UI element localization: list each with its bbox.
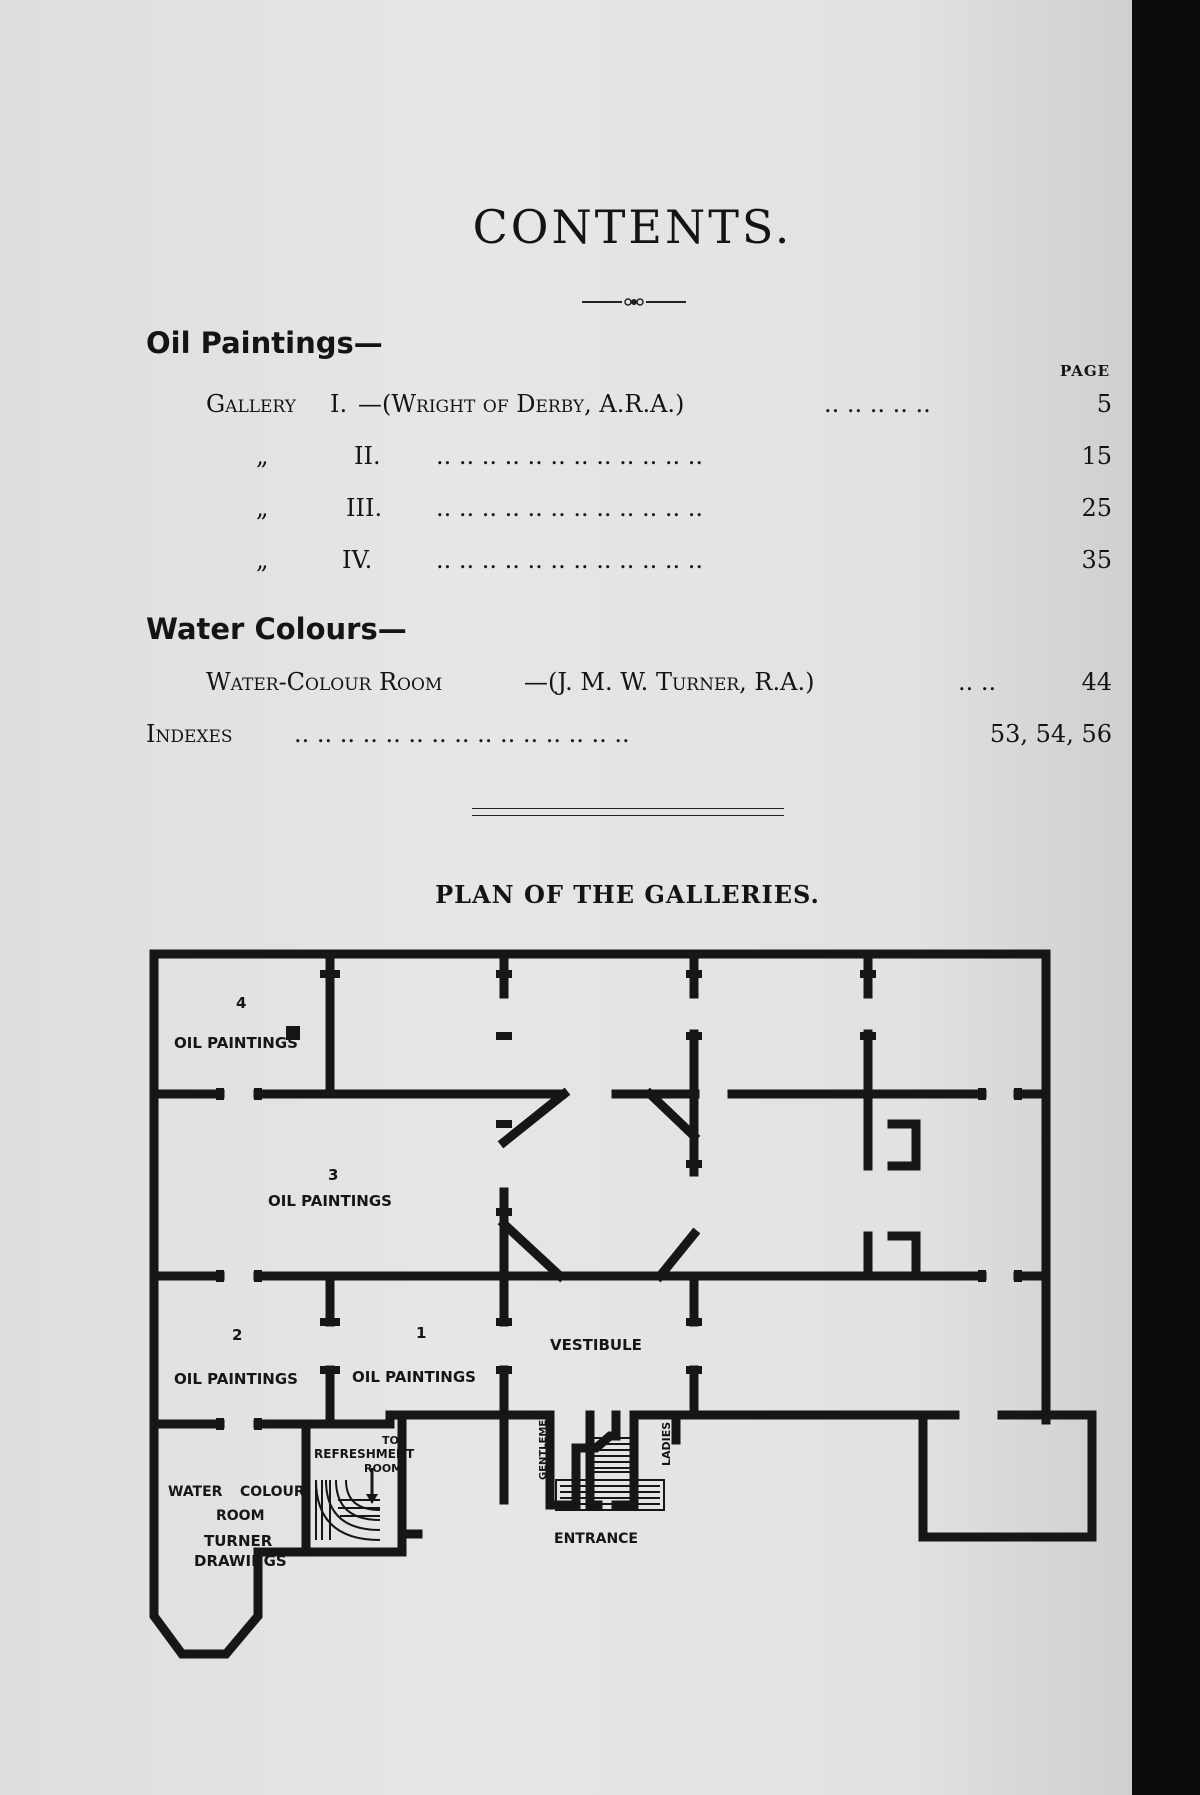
plan-label-vestibule: VESTIBULE [550,1336,642,1354]
toc-number: I. [330,390,348,418]
toc-page: 53, 54, 56 [989,720,1112,748]
toc-leader: .. .. .. .. .. .. .. .. .. .. .. .. [436,494,704,522]
plan-label-entrance: ENTRANCE [554,1531,638,1547]
toc-desc: —(J. M. W. Turner, R.A.) [524,668,815,696]
plan-label-turner-2: DRAWINGS [194,1552,287,1570]
toc-label: Indexes [146,720,233,748]
toc-number: IV. [342,546,373,574]
plan-label-turner-1: TURNER [204,1532,273,1550]
title-ornament [582,298,686,306]
toc-leader: .. .. [958,668,997,696]
toc-leader: .. .. .. .. .. .. .. .. .. .. .. .. [436,546,704,574]
toc-label: Gallery [206,390,296,418]
plan-label-gallery-4: OIL PAINTINGS [174,1034,298,1052]
plan-label-ladies: LADIES [660,1421,673,1466]
toc-leader: .. .. .. .. .. .. .. .. .. .. .. .. [436,442,704,470]
toc-label: Water-Colour Room [206,668,443,696]
toc-page: 5 [1096,390,1112,418]
plan-label-water-colour-2: COLOUR [240,1484,305,1500]
refreshment-stair [316,1468,380,1540]
ditto-mark: „ [256,494,269,522]
toc-page: 44 [1081,668,1112,696]
ditto-mark: „ [256,546,269,574]
toc-desc: —(Wright of Derby, A.R.A.) [358,390,685,418]
plan-label-gallery-1-number: 1 [416,1324,427,1342]
plan-label-refreshment-2: REFRESHMENT [314,1447,415,1461]
toc-leader: .. .. .. .. .. .. .. .. .. .. .. .. .. .. .. [294,720,630,748]
page-column-label: PAGE [1060,362,1111,380]
plan-title: PLAN OF THE GALLERIES. [435,880,820,909]
toc-page: 15 [1081,442,1112,470]
toc-row-indexes[interactable] [146,716,1112,752]
section-water-colours: Water Colours— [146,612,407,646]
toc-page: 25 [1081,494,1112,522]
toc-leader: .. .. .. .. .. [824,390,931,418]
toc-number: III. [346,494,383,522]
plan-label-gallery-3-number: 3 [328,1166,339,1184]
plan-label-gallery-2: OIL PAINTINGS [174,1370,298,1388]
toc-page: 35 [1081,546,1112,574]
plan-label-gallery-3: OIL PAINTINGS [268,1192,392,1210]
gallery-floor-plan [140,940,1110,1720]
toc-row-gallery-4[interactable] [256,542,1112,578]
toc-row-gallery-1[interactable] [206,386,1112,422]
section-divider [472,808,784,816]
plan-label-water-colour-3: ROOM [216,1508,265,1524]
toc-number: II. [354,442,381,470]
ditto-mark: „ [256,442,269,470]
section-oil-paintings: Oil Paintings— [146,326,383,360]
toc-row-gallery-3[interactable] [256,490,1112,526]
plan-label-gallery-4-number: 4 [236,994,247,1012]
plan-label-refreshment-3: ROOM [364,1462,403,1475]
plan-label-gallery-2-number: 2 [232,1326,243,1344]
plan-walls [154,954,1092,1654]
plan-label-gallery-1: OIL PAINTINGS [352,1368,476,1386]
toc-row-water-colour-room[interactable] [206,664,1112,700]
plan-label-water-colour-1: WATER [168,1484,223,1500]
plan-label-refreshment-1: TO [382,1434,399,1447]
plan-label-gentlemen: GENTLEMEN [538,1411,549,1480]
page-title: CONTENTS. [472,200,793,254]
toc-row-gallery-2[interactable] [256,438,1112,474]
